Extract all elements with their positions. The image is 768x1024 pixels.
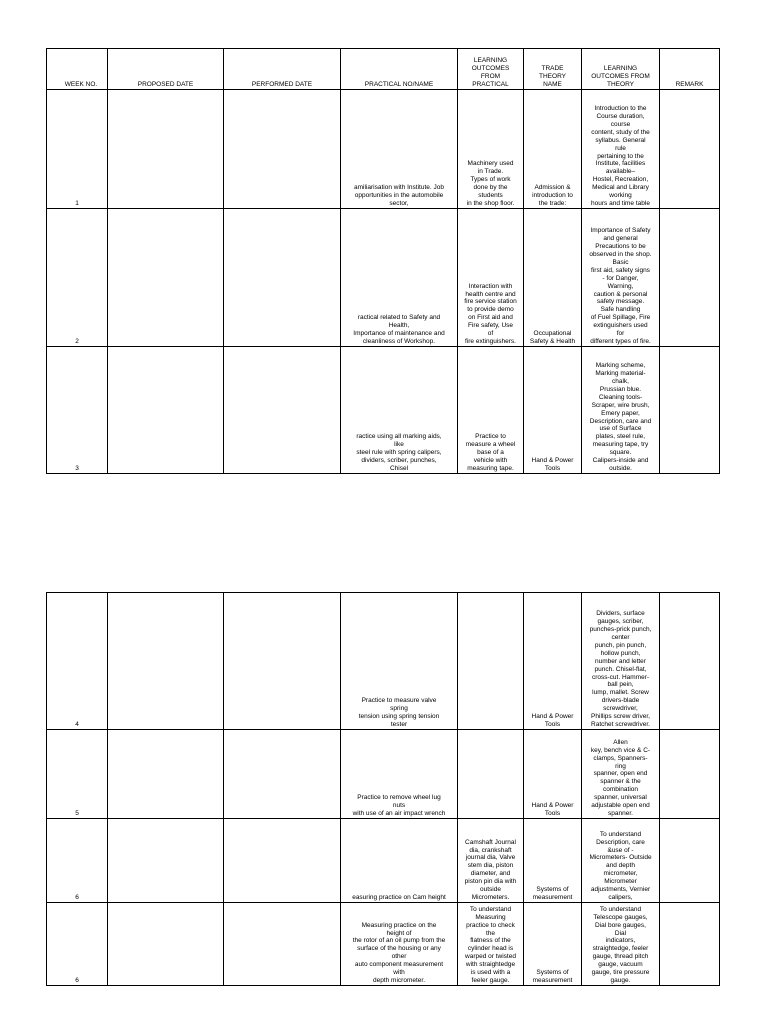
lo-practical-cell: Practice to measure a wheel base of a vehicle with measuring tape. [458, 347, 524, 474]
practical-cell: amiliarisation with Institute. Job opportunities in the automobile sector, [341, 90, 458, 209]
table-row [47, 209, 720, 347]
lo-practical-cell [458, 593, 524, 730]
header-proposed-date: PROPOSED DATE [108, 49, 224, 90]
proposed-date-cell [108, 593, 224, 730]
week-cell: 5 [47, 730, 108, 819]
remark-cell [660, 347, 720, 474]
practical-cell: Practice to measure valve spring tension using spring tension tester [341, 593, 458, 730]
header-lo-practical: LEARNING OUTCOMES FROM PRACTICAL [458, 49, 524, 90]
remark-cell [660, 90, 720, 209]
performed-date-cell [224, 347, 341, 474]
practical-cell: ractical related to Safety and Health, Importance of maintenance and cleanliness of Workshop. [341, 209, 458, 347]
schedule-table-top [46, 48, 720, 474]
lo-theory-cell: To understand Telescope gauges, Dial bore gauges, Dial indicators, straightedge, feeler gauge, thread pitch gauge, vacuum gauge, tire pressure gauge. [582, 903, 660, 986]
week-cell: 6 [47, 903, 108, 986]
lo-theory-cell: Marking scheme, Marking material- chalk, Prussian blue. Cleaning tools- Scraper, wire brush, Emery paper, Description, care and use of Surface plates, steel rule, measuring tape, try square. Calipers-inside and outside. [582, 347, 660, 474]
lo-practical-cell: Camshaft Journal dia, crankshaft journal dia, Valve stem dia, piston diameter, and piston pin dia with outside Micrometers. [458, 819, 524, 903]
trade-theory-cell: Systems of measurement [524, 903, 582, 986]
remark-cell [660, 903, 720, 986]
table-row [47, 593, 720, 730]
performed-date-cell [224, 903, 341, 986]
header-lo-theory: LEARNING OUTCOMES FROM THEORY [582, 49, 660, 90]
proposed-date-cell [108, 90, 224, 209]
header-trade-theory: TRADE THEORY NAME [524, 49, 582, 90]
trade-theory-cell: Hand & Power Tools [524, 347, 582, 474]
week-cell: 4 [47, 593, 108, 730]
trade-theory-cell: Systems of measurement [524, 819, 582, 903]
lo-practical-cell [458, 730, 524, 819]
performed-date-cell [224, 730, 341, 819]
trade-theory-cell: Occupational Safety & Health [524, 209, 582, 347]
schedule-table-bottom [46, 592, 720, 986]
performed-date-cell [224, 593, 341, 730]
week-cell: 3 [47, 347, 108, 474]
lo-theory-cell: Allen key, bench vice & C- clamps, Spanners- ring spanner, open end spanner & the combination spanner, universal adjustable open end spanner. [582, 730, 660, 819]
proposed-date-cell [108, 209, 224, 347]
header-row [47, 49, 720, 90]
trade-theory-cell: Hand & Power Tools [524, 593, 582, 730]
lo-theory-cell: Dividers, surface gauges, scriber, punches-prick punch, center punch, pin punch, hollow punch, number and letter punch. Chisel-flat, cross-cut. Hammer- ball pein, lump, mallet. Screw drivers-blade screwdriver, Phillips screw driver, Ratchet screwdriver. [582, 593, 660, 730]
header-performed-date: PERFORMED DATE [224, 49, 341, 90]
lo-practical-cell: To understand Measuring practice to check the flatness of the cylinder head is warped or twisted with straightedge is used with a feeler gauge. [458, 903, 524, 986]
remark-cell [660, 209, 720, 347]
lo-practical-cell: Interaction with health centre and fire service station to provide demo on First aid and Fire safety, Use of fire extinguishers. [458, 209, 524, 347]
week-cell: 1 [47, 90, 108, 209]
remark-cell [660, 730, 720, 819]
week-cell: 6 [47, 819, 108, 903]
remark-cell [660, 593, 720, 730]
proposed-date-cell [108, 903, 224, 986]
practical-cell: Measuring practice on the height of the rotor of an oil pump from the surface of the housing or any other auto component measurement with depth micrometer. [341, 903, 458, 986]
table-row [47, 90, 720, 209]
performed-date-cell [224, 209, 341, 347]
header-week: WEEK NO. [47, 49, 108, 90]
header-remark: REMARK [660, 49, 720, 90]
header-practical: PRACTICAL NO/NAME [341, 49, 458, 90]
proposed-date-cell [108, 730, 224, 819]
proposed-date-cell [108, 819, 224, 903]
practical-cell: easuring practice on Cam height [341, 819, 458, 903]
table-row [47, 347, 720, 474]
performed-date-cell [224, 819, 341, 903]
practical-cell: Practice to remove wheel lug nuts with use of an air impact wrench [341, 730, 458, 819]
lo-theory-cell: To understand Description, care &use of - Micrometers- Outside and depth micrometer, Micrometer adjustments, Vernier calipers, [582, 819, 660, 903]
practical-cell: ractice using all marking aids, like steel rule with spring calipers, dividers, scriber, punches, Chisel [341, 347, 458, 474]
trade-theory-cell: Admission & introduction to the trade: [524, 90, 582, 209]
lo-practical-cell: Machinery used in Trade. Types of work done by the students in the shop floor. [458, 90, 524, 209]
proposed-date-cell [108, 347, 224, 474]
lo-theory-cell: Introduction to the Course duration, course content, study of the syllabus. General rule pertaining to the Institute, facilities available– Hostel, Recreation, Medical and Library working hours and time table [582, 90, 660, 209]
table-row [47, 903, 720, 986]
performed-date-cell [224, 90, 341, 209]
table-row [47, 730, 720, 819]
table-row [47, 819, 720, 903]
trade-theory-cell: Hand & Power Tools [524, 730, 582, 819]
lo-theory-cell: Importance of Safety and general Precautions to be observed in the shop. Basic first aid, safety signs - for Danger, Warning, caution & personal safety message. Safe handling of Fuel Spillage, Fire extinguishers used for different types of fire. [582, 209, 660, 347]
remark-cell [660, 819, 720, 903]
week-cell: 2 [47, 209, 108, 347]
